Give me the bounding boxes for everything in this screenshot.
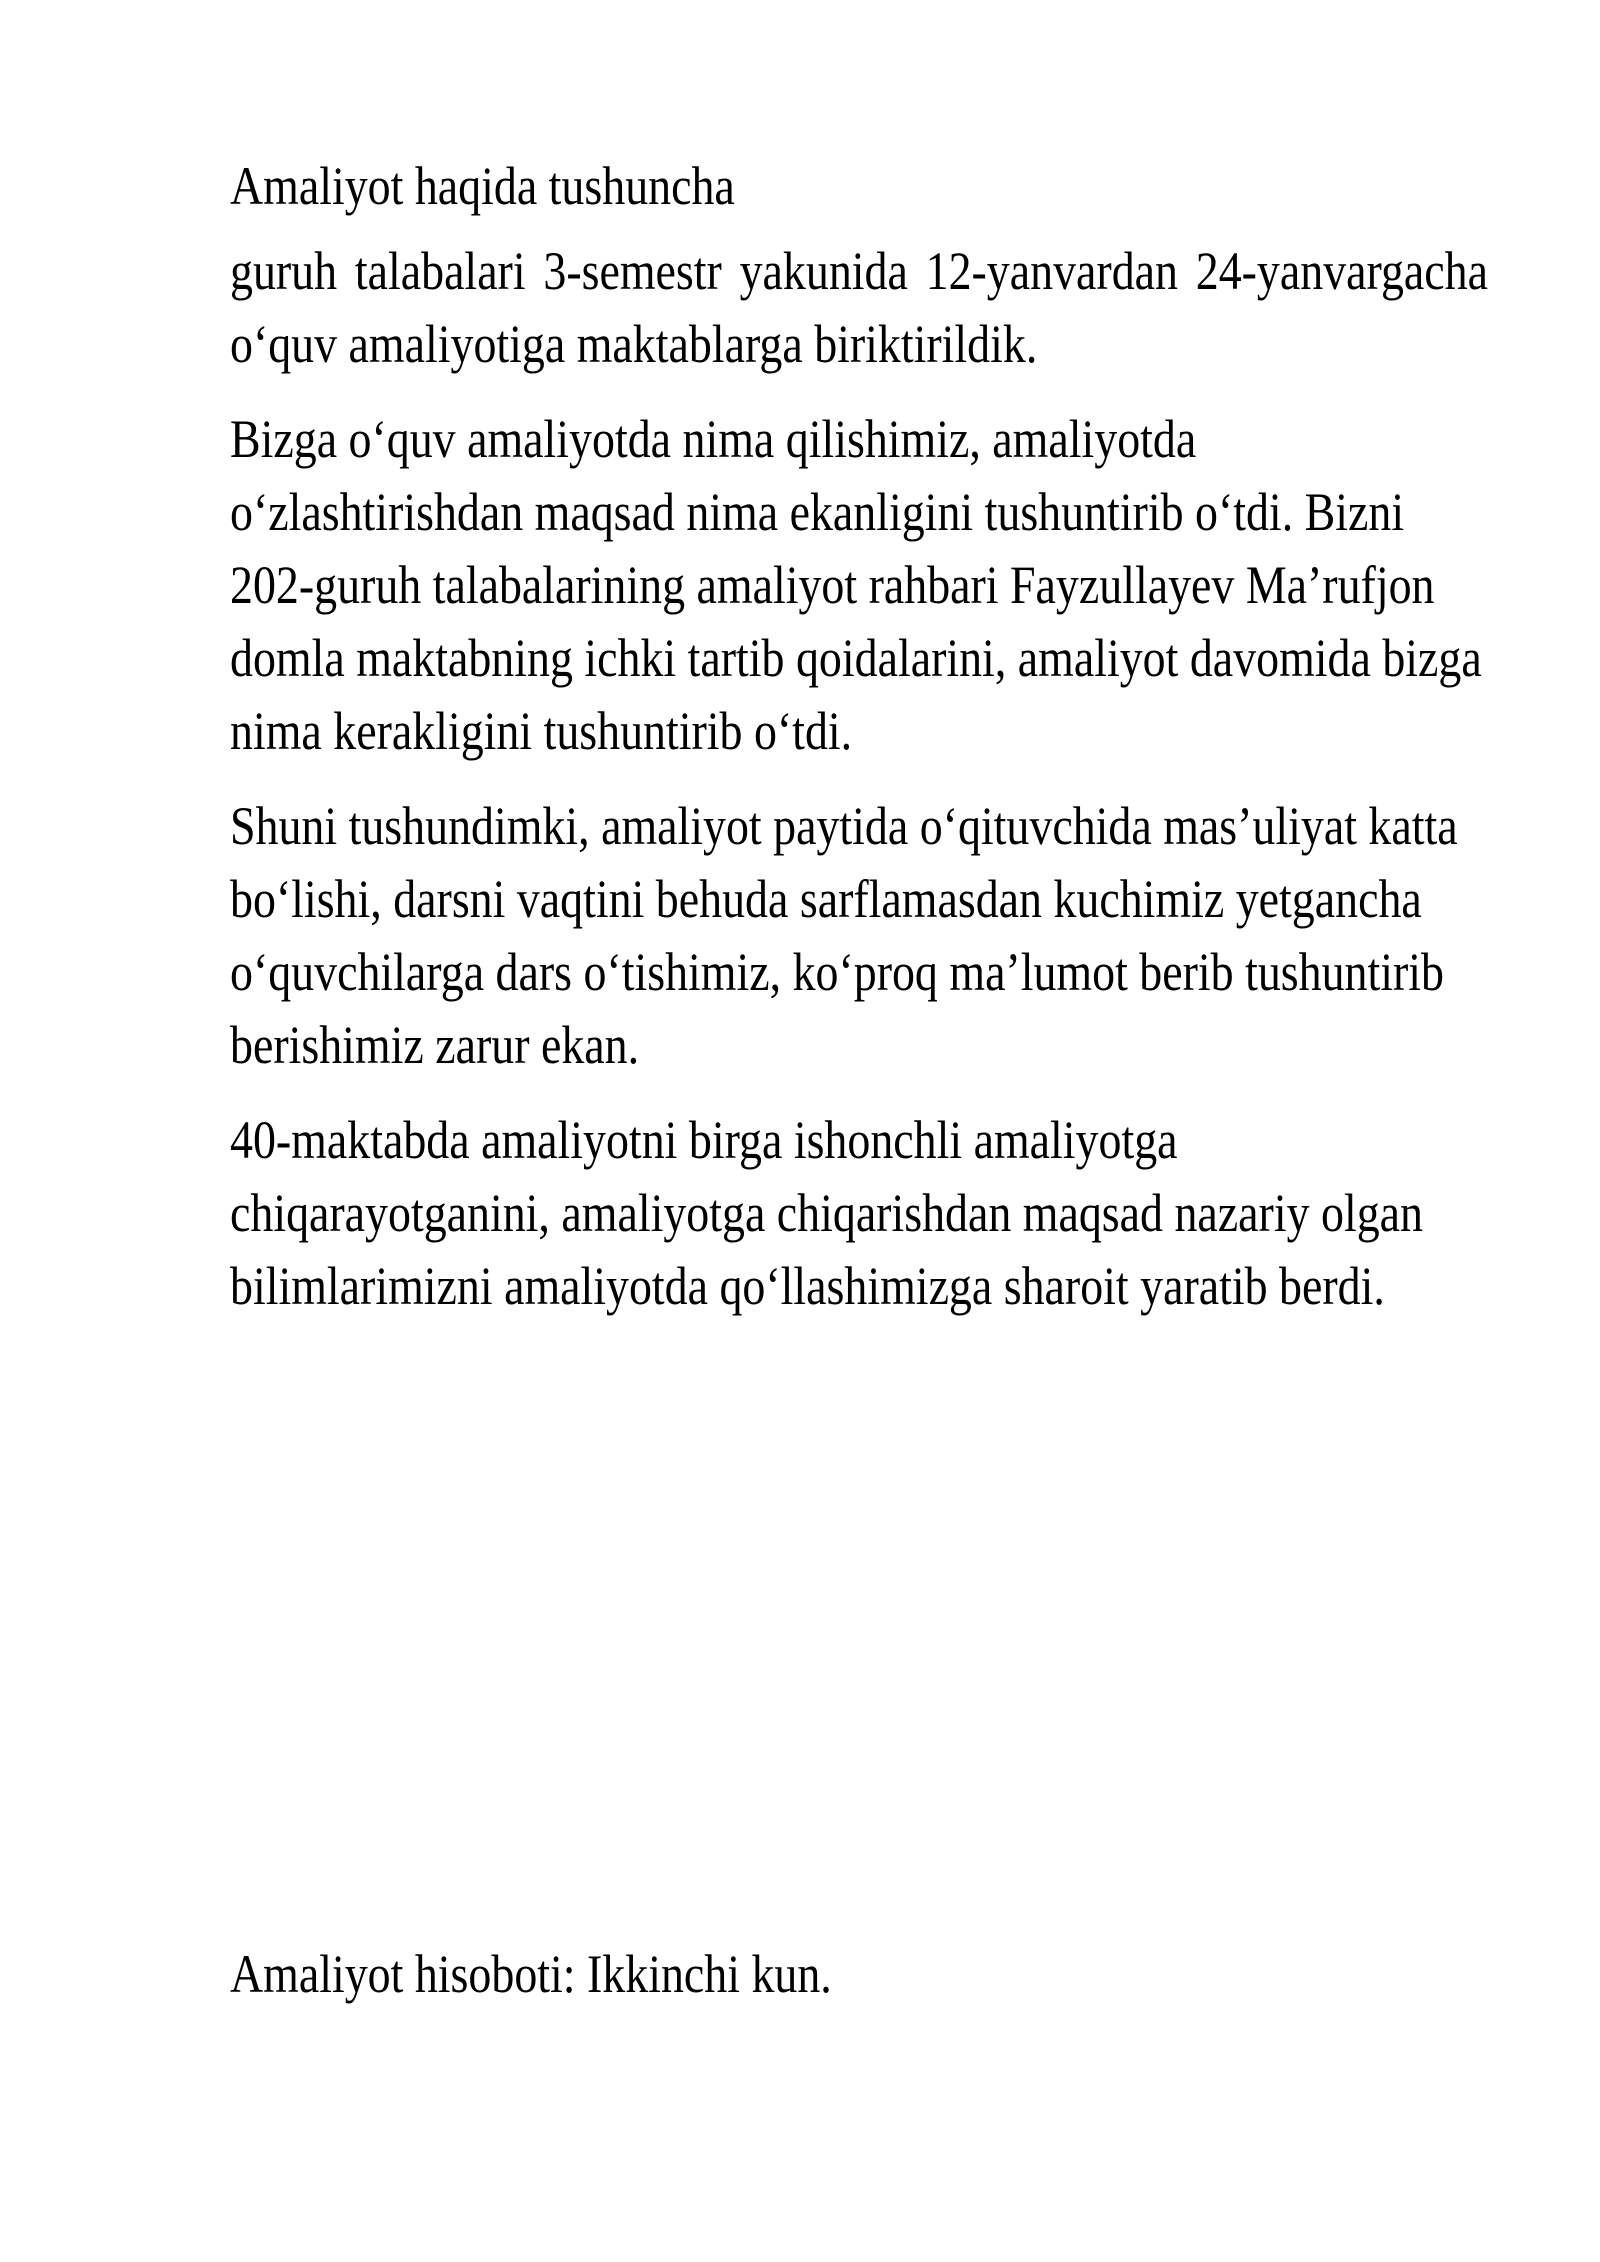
paragraph-1: guruh talabalari 3-semestr yakunida 12-yanvardan 24-yanvargacha o‘quv amaliyotiga maktablarga biriktirildik. bbox=[230, 241, 1488, 374]
paragraph-2: Bizga o‘quv amaliyotda nima qilishimiz, amaliyotda o‘zlashtirishdan maqsad nima ekanligini tushuntirib o‘tdi. Bizni 202-guruh talabalarining amaliyot rahbari Fayzullayev Ma’rufjon domla maktabning ichki tartib qoidalarini, amaliyot davomida bizga nima kerakligini tushuntirib o‘tdi. bbox=[230, 409, 1482, 761]
document-title: Amaliyot haqida tushuncha bbox=[230, 156, 735, 216]
paragraph-3: Shuni tushundimki, amaliyot paytida o‘qituvchida mas’uliyat katta bo‘lishi, darsni vaqtini behuda sarflamasdan kuchimiz yetgancha o‘quvchilarga dars o‘tishimiz, ko‘proq ma’lumot berib tushuntirib berishimiz zarur ekan. bbox=[230, 796, 1458, 1075]
paragraph-4: 40-maktabda amaliyotni birga ishonchli amaliyotga chiqarayotganini, amaliyotga chiqarishdan maqsad nazariy olgan bilimlarimizni amaliyotda qo‘llashimizga sharoit yaratib berdi. bbox=[230, 1110, 1423, 1316]
document-body bbox=[230, 150, 1488, 1345]
section-heading: Amaliyot hisoboti: Ikkinchi kun. bbox=[230, 1944, 832, 2004]
